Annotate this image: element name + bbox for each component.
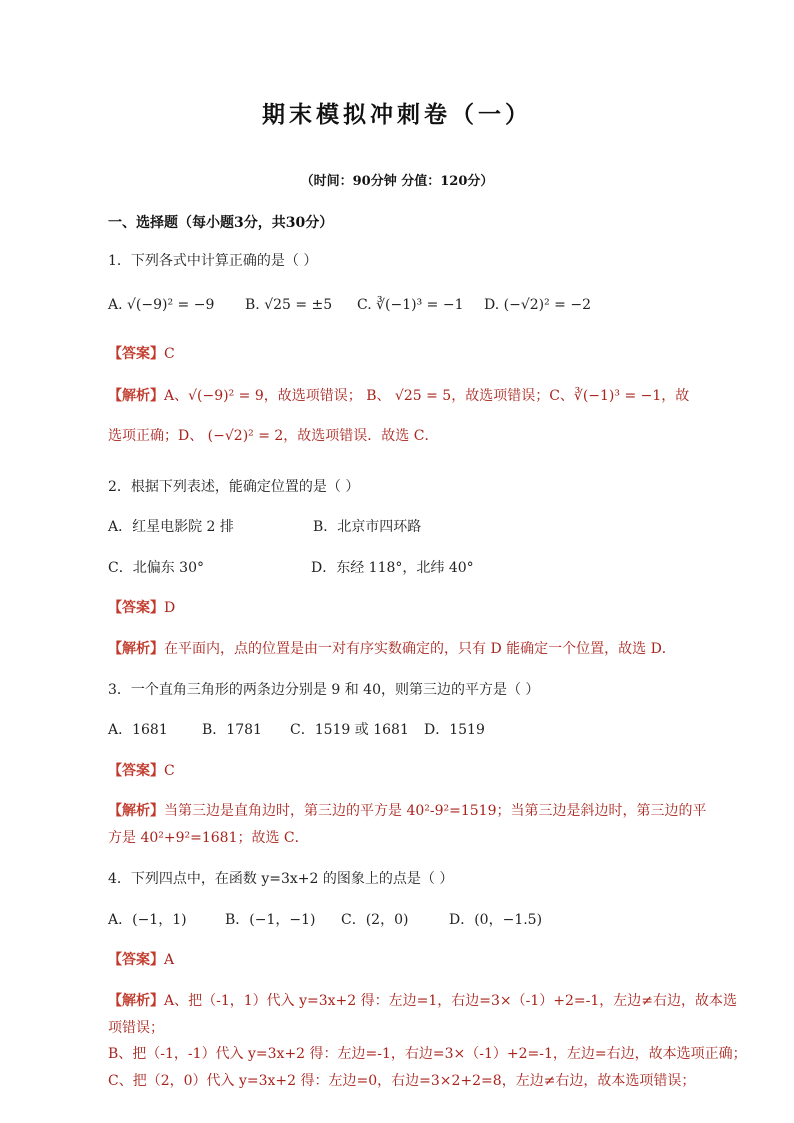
- question-4-analysis-line-1: [108, 990, 737, 1010]
- answer-value: C: [164, 346, 175, 362]
- question-1-analysis-line-2: 选项正确；D、 (−√2)² = 2，故选项错误．故选 C．: [108, 428, 439, 444]
- question-3-option-a: A．1681: [108, 722, 168, 738]
- question-2-option-a: A．红星电影院 2 排: [108, 519, 234, 535]
- answer-label: 【答案】: [108, 600, 164, 616]
- question-4-stem: 4．下列四点中，在函数 y=3x+2 的图象上的点是（ ）: [108, 871, 454, 887]
- question-2-option-d: D．东经 118°，北纬 40°: [311, 560, 474, 576]
- question-3-analysis-line-2: 方是 40²+9²=1681；故选 C．: [108, 830, 309, 846]
- question-3-stem: 3．一个直角三角形的两条边分别是 9 和 40，则第三边的平方是（ ）: [108, 682, 540, 698]
- analysis-label: 【解析】: [108, 993, 164, 1009]
- analysis-label: 【解析】: [108, 388, 164, 404]
- question-2-analysis-line-1: [108, 638, 676, 658]
- question-1-answer: [108, 343, 175, 363]
- page-title: 期末模拟冲刺卷（一）: [262, 101, 532, 128]
- question-2-option-b: B．北京市四环路: [313, 519, 422, 535]
- question-4-option-c: C．(2，0): [341, 912, 409, 928]
- answer-value: D: [164, 600, 176, 616]
- question-2-stem: 2．根据下列表述，能确定位置的是（ ）: [108, 479, 360, 495]
- exam-meta: （时间：90分钟 分值：120分）: [300, 174, 494, 189]
- analysis-text: A、把（-1，1）代入 y=3x+2 得：左边=1，右边=3×（-1）+2=-1，左边≠右边，故本选: [164, 993, 738, 1009]
- question-3-option-b: B．1781: [202, 722, 262, 738]
- question-4-answer: [108, 949, 174, 969]
- analysis-text: 在平面内，点的位置是由一对有序实数确定的，只有 D 能确定一个位置，故选 D．: [164, 641, 676, 657]
- question-4-option-d: D．(0，−1.5): [449, 912, 543, 928]
- question-4-analysis-line-3: B、把（-1，-1）代入 y=3x+2 得：左边=-1，右边=3×（-1）+2=-1，左边=右边，故本选项正确；: [108, 1046, 747, 1062]
- question-4-option-a: A．(−1，1): [108, 912, 187, 928]
- question-1-stem: 1．下列各式中计算正确的是（ ）: [108, 253, 318, 269]
- answer-label: 【答案】: [108, 763, 164, 779]
- analysis-label: 【解析】: [108, 803, 164, 819]
- section-heading: 一、选择题（每小题3分，共30分）: [108, 215, 334, 231]
- analysis-label: 【解析】: [108, 641, 164, 657]
- question-2-option-c: C．北偏东 30°: [108, 560, 204, 576]
- question-4-analysis-line-2: 项错误；: [108, 1020, 164, 1036]
- question-4-option-b: B．(−1，−1): [225, 912, 316, 928]
- question-3-option-c: C．1519 或 1681: [290, 722, 409, 738]
- question-1-option-a: A. √(−9)² = −9: [108, 297, 215, 313]
- analysis-text: 当第三边是直角边时，第三边的平方是 40²-9²=1519；当第三边是斜边时，第三边的平: [164, 803, 707, 819]
- answer-label: 【答案】: [108, 346, 164, 362]
- question-3-answer: [108, 760, 175, 780]
- analysis-text: A、√(−9)² = 9，故选项错误； B、 √25 = 5，故选项错误；C、∛(−1)³ = −1，故: [164, 388, 690, 404]
- question-1-option-b: B. √25 = ±5: [245, 297, 333, 313]
- question-3-analysis-line-1: [108, 800, 706, 820]
- answer-label: 【答案】: [108, 952, 164, 968]
- question-3-option-d: D．1519: [424, 722, 485, 738]
- question-1-option-d: D. (−√2)² = −2: [484, 297, 591, 313]
- question-1-analysis-line-1: [108, 385, 689, 405]
- question-1-option-c: C. ∛(−1)³ = −1: [357, 297, 464, 313]
- question-2-answer: [108, 597, 175, 617]
- question-4-analysis-line-4: C、把（2，0）代入 y=3x+2 得：左边=0，右边=3×2+2=8，左边≠右边，故本选项错误；: [108, 1073, 696, 1089]
- answer-value: C: [164, 763, 175, 779]
- answer-value: A: [164, 952, 175, 968]
